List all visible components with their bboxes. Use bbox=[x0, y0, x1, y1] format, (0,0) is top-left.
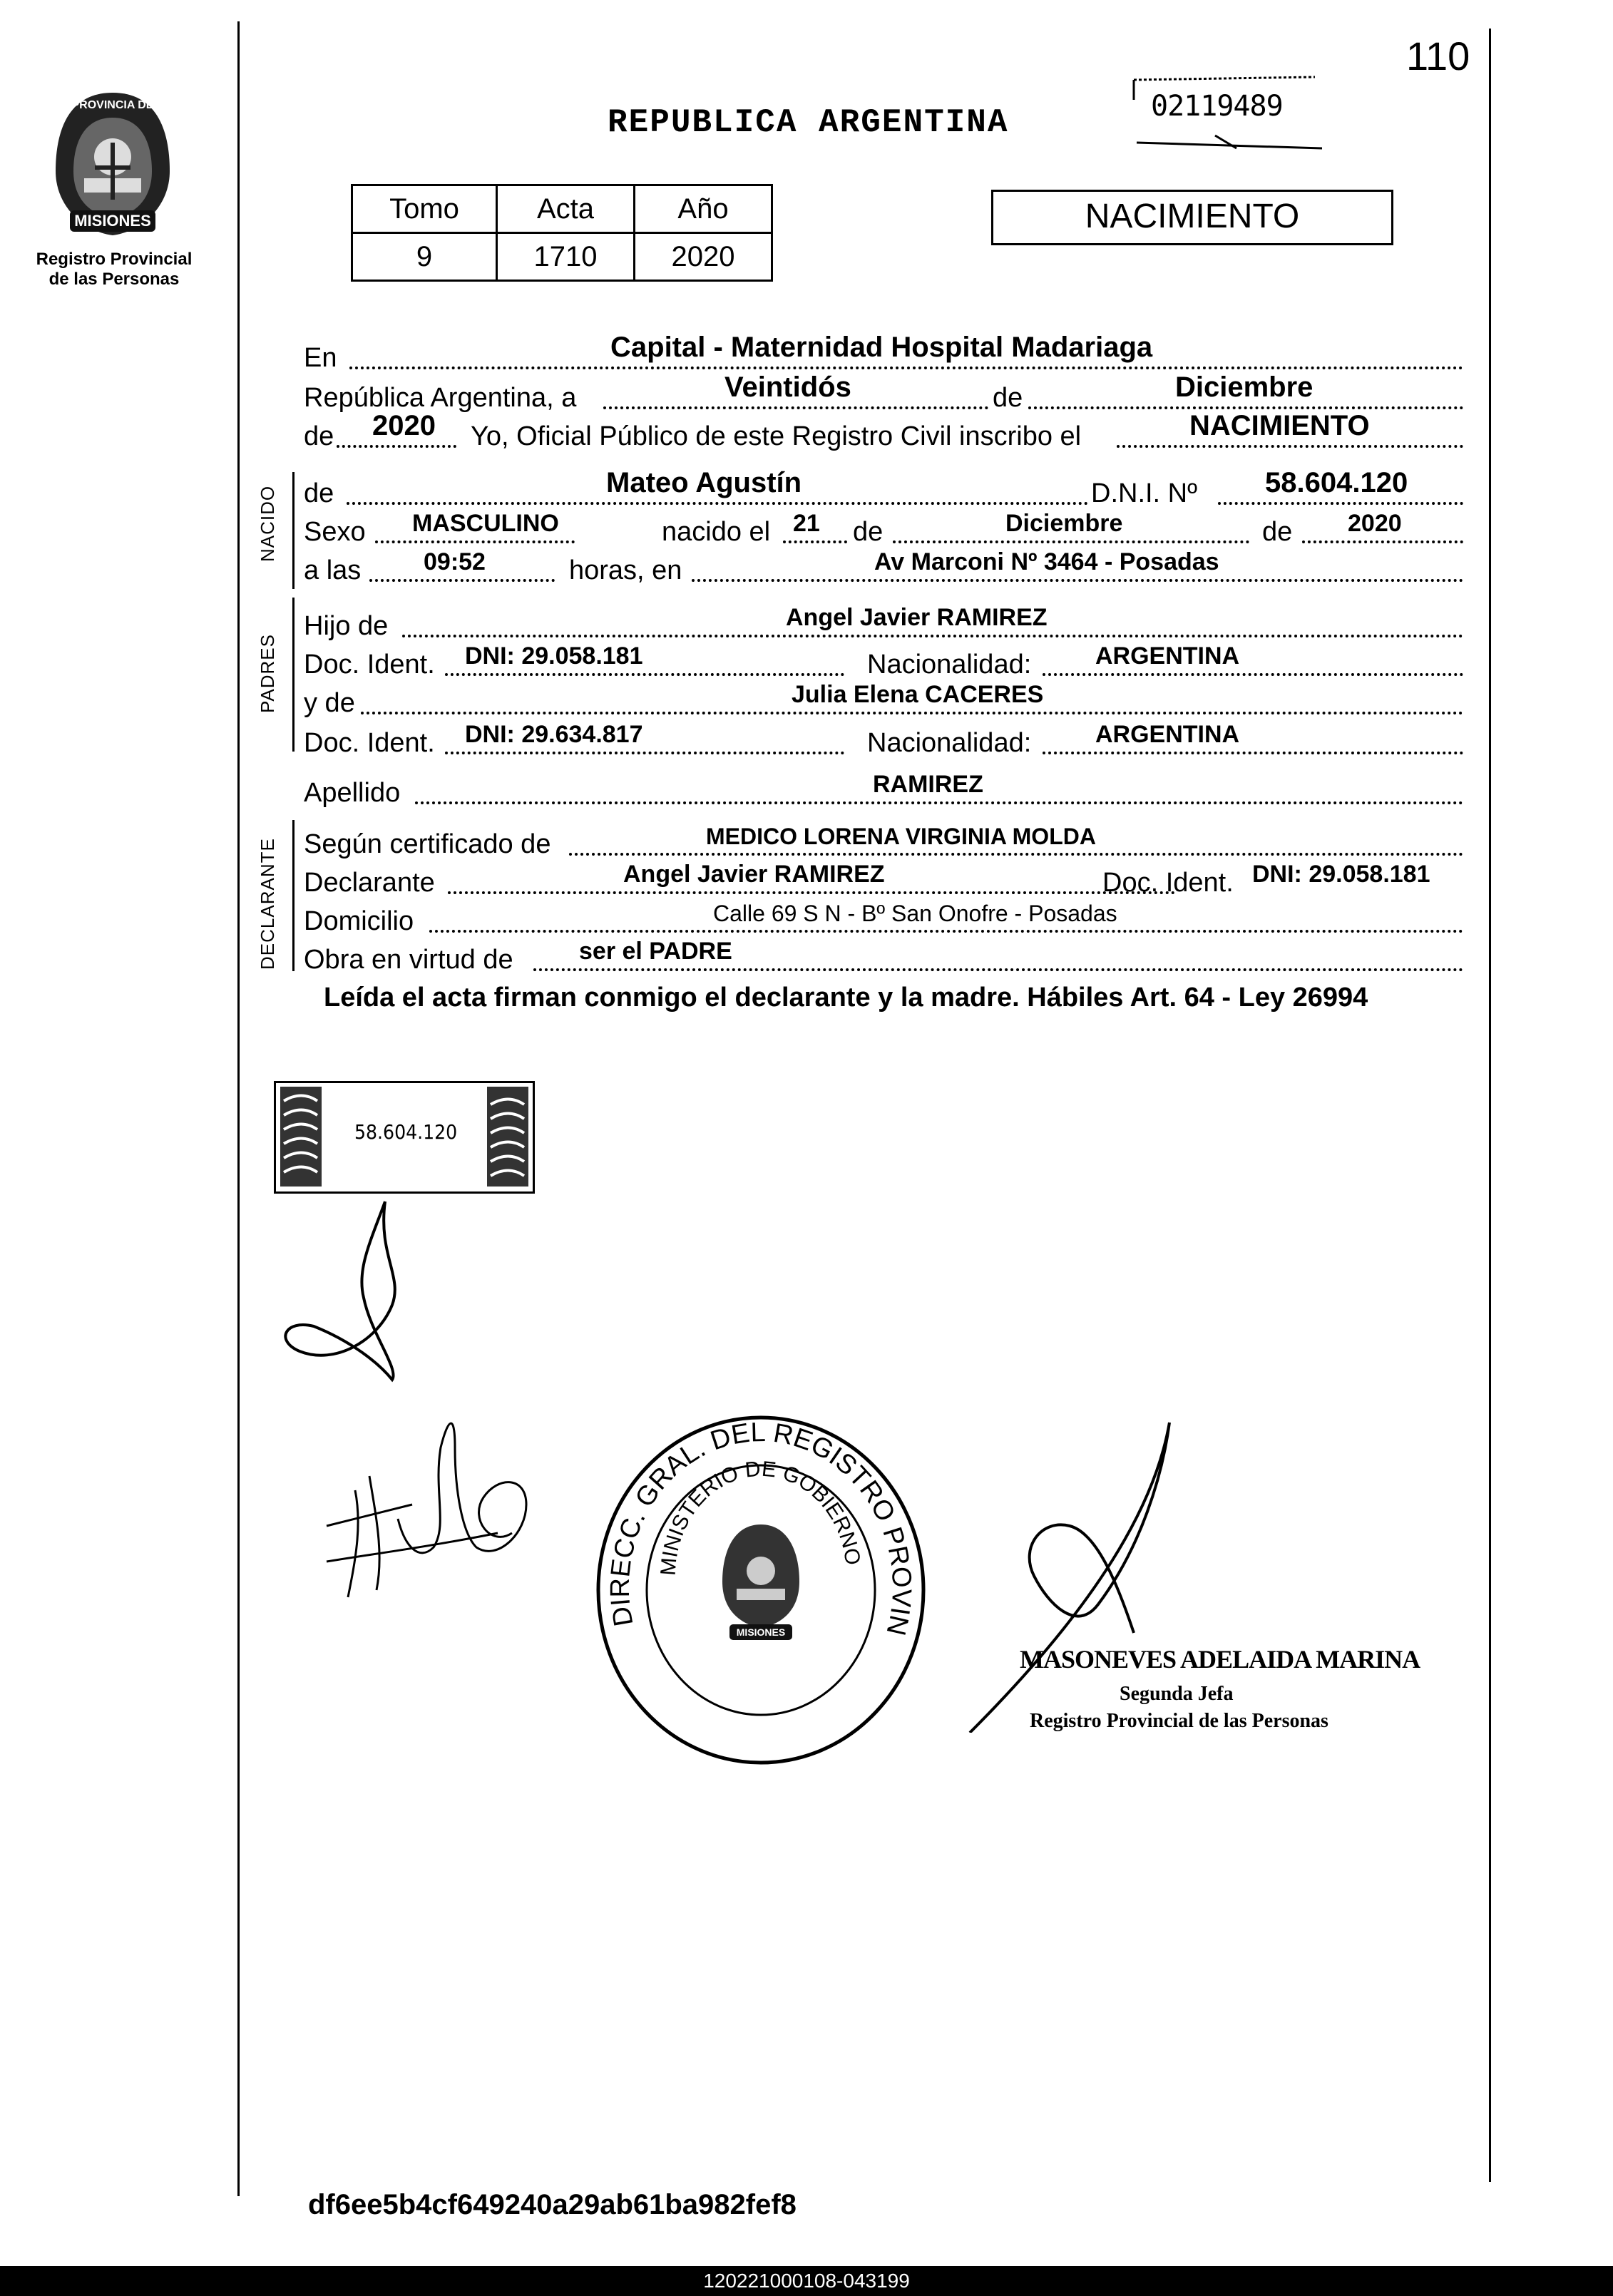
dotted-line bbox=[415, 801, 1463, 804]
row-padre-doc bbox=[304, 643, 1463, 680]
province-seal-icon bbox=[41, 86, 184, 242]
row-hora-lugar bbox=[304, 549, 1463, 586]
dotted-line bbox=[347, 502, 1088, 505]
label-sexo: Sexo bbox=[304, 517, 366, 547]
row-apellido bbox=[304, 772, 1463, 809]
serial-stamp bbox=[1130, 71, 1322, 151]
label-en: En bbox=[304, 343, 337, 373]
stamp-outer-ring: DIRECC. GRAL. DEL REGISTRO PROVIN bbox=[605, 1418, 917, 1639]
org-caption-line1: Registro Provincial bbox=[36, 250, 193, 269]
row-declarante bbox=[304, 861, 1463, 898]
value-madre-dni: DNI: 29.634.817 bbox=[465, 721, 643, 748]
dotted-line bbox=[692, 579, 1463, 582]
label-nacido-el: nacido el bbox=[662, 517, 771, 547]
serial-number: 02119489 bbox=[1151, 90, 1283, 123]
label-de-nombre: de bbox=[304, 478, 334, 508]
value-padre-nac: ARGENTINA bbox=[1095, 642, 1240, 670]
label-domicilio: Domicilio bbox=[304, 906, 414, 936]
signatory-office: Registro Provincial de las Personas bbox=[1030, 1710, 1328, 1732]
dotted-line bbox=[448, 891, 1175, 894]
value-dia-nac: 21 bbox=[793, 510, 820, 537]
dotted-line bbox=[1218, 502, 1463, 505]
value-padre-dni: DNI: 29.058.181 bbox=[465, 642, 643, 670]
table-header-tomo: Tomo bbox=[352, 185, 497, 233]
value-virtud: ser el PADRE bbox=[579, 938, 732, 965]
value-certificado: MEDICO LORENA VIRGINIA MOLDA bbox=[706, 824, 1096, 849]
left-margin-line bbox=[237, 21, 240, 2196]
table-value-anio: 2020 bbox=[635, 233, 772, 281]
registry-table-value-row bbox=[352, 233, 772, 281]
row-inscripcion bbox=[304, 410, 1463, 452]
row-certificado bbox=[304, 823, 1463, 860]
org-caption bbox=[14, 250, 214, 289]
value-padre: Angel Javier RAMIREZ bbox=[786, 604, 1048, 631]
row-nombre bbox=[304, 467, 1463, 509]
value-anio-registro: 2020 bbox=[372, 410, 436, 441]
dotted-line bbox=[445, 673, 844, 676]
value-dia-registro: Veintidós bbox=[724, 371, 851, 403]
value-madre: Julia Elena CACERES bbox=[792, 681, 1044, 708]
value-declarante-dni: DNI: 29.058.181 bbox=[1252, 861, 1430, 888]
section-label-declarante: DECLARANTE bbox=[257, 838, 278, 970]
dotted-line bbox=[445, 752, 844, 754]
dotted-line bbox=[349, 367, 1463, 369]
table-value-tomo: 9 bbox=[352, 233, 497, 281]
value-sexo: MASCULINO bbox=[412, 510, 559, 537]
dotted-line bbox=[375, 540, 575, 543]
official-stamp bbox=[590, 1410, 931, 1770]
signatory-name: MASONEVES ADELAIDA MARINA bbox=[1020, 1645, 1420, 1674]
dotted-line bbox=[1302, 540, 1463, 543]
page-title: REPUBLICA ARGENTINA bbox=[608, 104, 1009, 141]
label-horas-en: horas, en bbox=[569, 555, 682, 585]
dotted-line bbox=[361, 712, 1463, 714]
row-sexo-nacimiento bbox=[304, 511, 1463, 548]
dotted-line bbox=[402, 635, 1463, 637]
row-madre-doc bbox=[304, 722, 1463, 759]
value-lugar-nac: Av Marconi Nº 3464 - Posadas bbox=[874, 548, 1219, 575]
section-label-nacido: NACIDO bbox=[257, 485, 278, 562]
value-anio-nac: 2020 bbox=[1348, 510, 1402, 537]
row-fecha-registro bbox=[304, 371, 1463, 414]
dotted-line bbox=[369, 579, 555, 582]
dotted-line bbox=[603, 406, 988, 409]
registry-table-header-row bbox=[352, 185, 772, 233]
document-hash: df6ee5b4cf649240a29ab61ba982fef8 bbox=[308, 2189, 797, 2220]
label-de-anio-nac: de bbox=[1262, 517, 1293, 547]
dotted-line bbox=[1043, 752, 1463, 754]
value-nombre: Mateo Agustín bbox=[606, 467, 802, 498]
label-doc-ident-declarante: Doc. Ident. bbox=[1102, 868, 1234, 898]
label-obra-en-virtud: Obra en virtud de bbox=[304, 945, 513, 975]
row-padre bbox=[304, 605, 1463, 642]
value-hora: 09:52 bbox=[424, 548, 486, 575]
table-value-acta: 1710 bbox=[497, 233, 635, 281]
signature-madre bbox=[312, 1405, 541, 1633]
seal-text-top: PROVINCIA DE bbox=[71, 99, 154, 111]
value-inscribo: NACIMIENTO bbox=[1189, 410, 1370, 441]
label-apellido: Apellido bbox=[304, 778, 401, 808]
dotted-line bbox=[1028, 406, 1463, 409]
page-number: 110 bbox=[1406, 34, 1470, 78]
right-margin-line bbox=[1489, 29, 1491, 2182]
fingerprint-label: 58.604.120 bbox=[354, 1120, 458, 1144]
row-lugar bbox=[304, 332, 1463, 374]
stamp-coat-of-arms-icon bbox=[722, 1524, 799, 1640]
signature-declarante bbox=[271, 1198, 456, 1383]
record-type-box: NACIMIENTO bbox=[991, 190, 1393, 245]
value-mes-registro: Diciembre bbox=[1175, 371, 1314, 403]
label-y-de: y de bbox=[304, 688, 355, 718]
seal-text-bottom: MISIONES bbox=[74, 212, 151, 230]
barcode-id: 120221000108-043199 bbox=[0, 2266, 1613, 2296]
label-de-mes-nac: de bbox=[853, 517, 884, 547]
value-apellido: RAMIREZ bbox=[873, 771, 983, 798]
dotted-line bbox=[429, 930, 1463, 933]
label-nacionalidad-madre: Nacionalidad: bbox=[867, 728, 1032, 758]
value-domicilio: Calle 69 S N - Bº San Onofre - Posadas bbox=[713, 901, 1117, 926]
value-mes-nac: Diciembre bbox=[1005, 510, 1123, 537]
dotted-line bbox=[569, 853, 1463, 856]
fingerprint-box bbox=[274, 1081, 535, 1194]
dotted-line bbox=[1043, 673, 1463, 676]
table-header-anio: Año bbox=[635, 185, 772, 233]
section-label-padres: PADRES bbox=[257, 634, 278, 713]
padres-bracket bbox=[292, 598, 295, 752]
dotted-line bbox=[893, 540, 1249, 543]
registry-table bbox=[351, 184, 773, 282]
table-header-acta: Acta bbox=[497, 185, 635, 233]
fingerprint-icon bbox=[487, 1087, 528, 1187]
dotted-line bbox=[1117, 445, 1463, 448]
label-de-mes-registro: de bbox=[993, 383, 1023, 413]
label-de-anio-registro: de bbox=[304, 421, 334, 451]
value-dni: 58.604.120 bbox=[1265, 467, 1408, 498]
org-caption-line2: de las Personas bbox=[48, 270, 180, 289]
label-dni: D.N.I. Nº bbox=[1091, 478, 1197, 508]
value-madre-nac: ARGENTINA bbox=[1095, 721, 1240, 748]
row-domicilio bbox=[304, 900, 1463, 937]
label-hijo-de: Hijo de bbox=[304, 611, 389, 641]
value-declarante: Angel Javier RAMIREZ bbox=[623, 861, 885, 888]
fingerprint-icon bbox=[280, 1087, 322, 1187]
label-nacionalidad-padre: Nacionalidad: bbox=[867, 650, 1032, 680]
stamp-center-text: MISIONES bbox=[736, 1626, 786, 1638]
nacido-bracket bbox=[292, 472, 295, 589]
declarante-bracket bbox=[292, 820, 295, 971]
row-virtud bbox=[304, 938, 1463, 975]
label-doc-ident-madre: Doc. Ident. bbox=[304, 728, 435, 758]
value-lugar: Capital - Maternidad Hospital Madariaga bbox=[610, 332, 1153, 363]
label-a-las: a las bbox=[304, 555, 362, 585]
dotted-line bbox=[533, 968, 1463, 971]
label-segun-certificado: Según certificado de bbox=[304, 829, 551, 859]
label-declarante: Declarante bbox=[304, 868, 435, 898]
signatory-title: Segunda Jefa bbox=[1120, 1683, 1234, 1705]
dotted-line bbox=[783, 540, 847, 543]
dotted-line bbox=[337, 445, 456, 448]
label-doc-ident-padre: Doc. Ident. bbox=[304, 650, 435, 680]
closing-statement: Leída el acta firman conmigo el declarante y la madre. Hábiles Art. 64 - Ley 26994 bbox=[324, 983, 1368, 1013]
label-republica: República Argentina, a bbox=[304, 383, 577, 413]
row-madre bbox=[304, 682, 1463, 719]
stamp-inner-ring: MINISTERIO DE GOBIERNO bbox=[656, 1457, 865, 1577]
label-yo-oficial: Yo, Oficial Público de este Registro Civil inscribo el bbox=[471, 421, 1082, 451]
